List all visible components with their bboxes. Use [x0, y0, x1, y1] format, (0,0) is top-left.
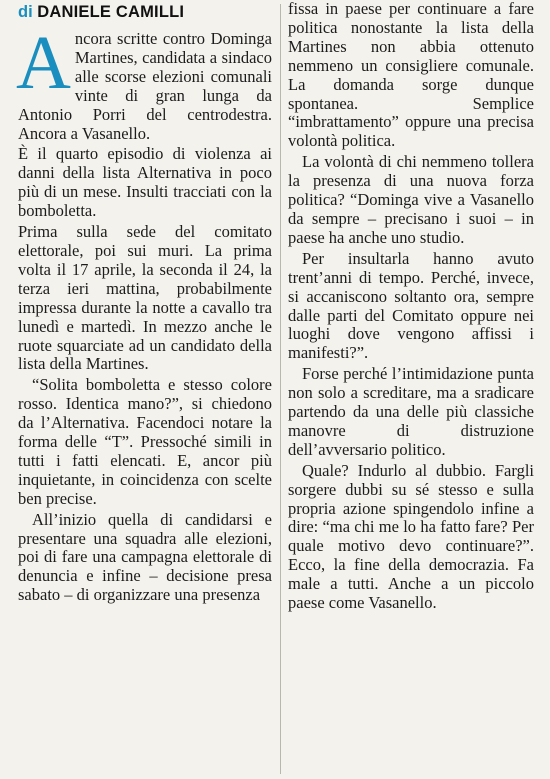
article-paragraph-6: fissa in paese per continuare a fare politica nonostante la lista della Martines non abbia ottenuto nemmeno un consigliere comunale. La domanda sorge dunque spontanea. Semplice “imbrattamento” oppure una precisa volontà politica. — [288, 0, 534, 151]
paragraph-text: ncora scritte contro Dominga Martines, candidata a sindaco alle scorse elezioni comunali vinte di gran lunga da Antonio Porri del centrodestra. Ancora a Vasanello. — [18, 29, 272, 143]
article-paragraph-1 — [16, 21, 272, 143]
byline-author: DANIELE CAMILLI — [37, 3, 185, 21]
byline-prefix: di — [18, 3, 33, 21]
byline — [18, 2, 272, 22]
article-paragraph-5: All’inizio quella di candidarsi e presentare una squadra alle elezioni, poi di fare una campagna elettorale di denuncia e infine – decisione presa sabato – di organizzare una presenza — [18, 509, 272, 605]
article-paragraph-3: Prima sulla sede del comitato elettorale, poi sui muri. La prima volta il 17 aprile, la seconda il 24, la terza ieri mattina, probabilmente impressa durante la notte a cavallo tra lunedì e martedì. In mezzo anche le ruote squarciate ad un candidato della lista della Martines. — [18, 222, 272, 374]
article-paragraph-8: Per insultarla hanno avuto trent’anni di tempo. Perché, invece, si accaniscono soltanto ora, sempre dalle parti del Comitato oppure nei luoghi dove vengono affissi i manifesti?”. — [288, 248, 534, 363]
article-paragraph-10: Quale? Indurlo al dubbio. Fargli sorgere dubbi su sé stesso e sulla propria azione spingendolo infine a dire: “ma chi me lo ha fatto fare? Per quale motivo devo continuare?”. Ecco, la fine della democrazia. Fa male a tutti. Anche a un piccolo paese come Vasanello. — [288, 460, 534, 613]
left-column — [18, 0, 272, 605]
drop-cap: A — [16, 21, 71, 105]
article-paragraph-2: È il quarto episodio di violenza ai danni della lista Alternativa in poco più di un mese. Insulti tracciati con la bomboletta. — [18, 144, 272, 221]
article-paragraph-9: Forse perché l’intimidazione punta non solo a screditare, ma a sradicare partendo da una delle più classiche manovre di distruzione dell’avversario politico. — [288, 364, 534, 459]
right-column — [288, 0, 534, 613]
article-paragraph-7: La volontà di chi nemmeno tollera la presenza di una nuova forza politica? “Dominga vive a Vasanello da sempre – precisano i suoi – in paese ha anche uno studio. — [288, 152, 534, 247]
article-paragraph-4: “Solita bomboletta e stesso colore rosso. Identica mano?”, si chiedono da l’Alternativa. Facendoci notare la forma delle “T”. Pressoché simili in tutti i fatti elencati. E, ancor più inquietante, in coincidenza con scelte ben precise. — [18, 375, 272, 508]
column-divider — [280, 4, 281, 774]
